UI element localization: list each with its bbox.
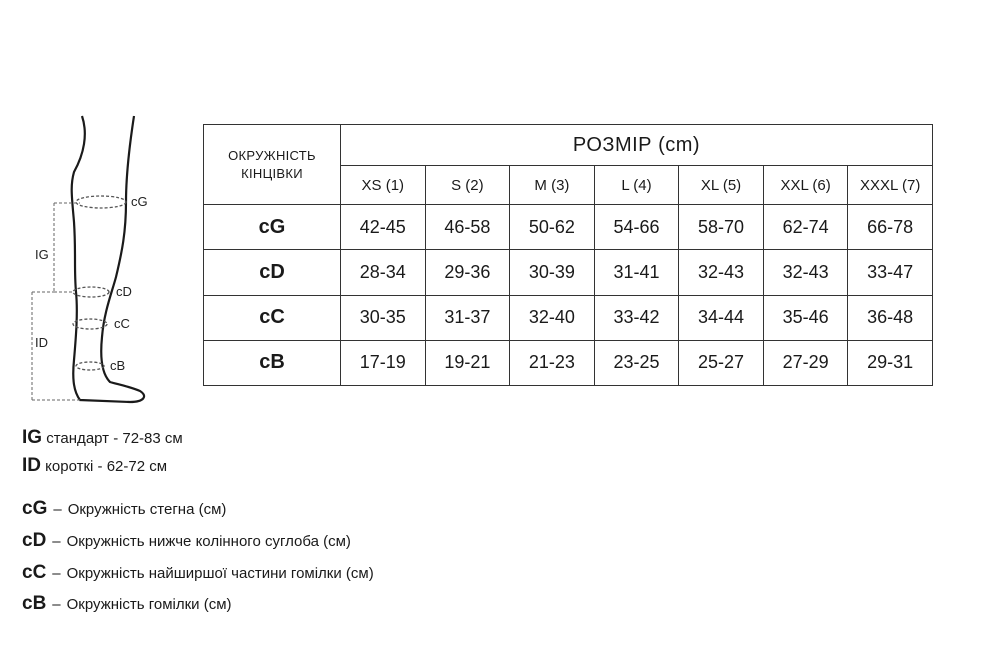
diagram-label-cg: cG [131, 194, 148, 209]
table-cell: 19-21 [425, 340, 510, 385]
table-cell: 29-36 [425, 250, 510, 295]
table-cell: 32-43 [763, 250, 848, 295]
cb-ellipse [76, 362, 104, 370]
limb-header [204, 125, 341, 205]
table-row [204, 205, 933, 250]
legend-item-cb [22, 593, 232, 615]
length-text: короткі - 62-72 см [45, 458, 168, 475]
cc-ellipse [73, 319, 107, 329]
table-cell: 36-48 [848, 295, 933, 340]
table-cell: 54-66 [594, 205, 679, 250]
legend-sep: – [52, 596, 61, 613]
legend-text: Окружність нижче колінного суглоба (см) [66, 533, 351, 550]
legend-item-cd [22, 530, 351, 552]
diagram-label-ig: IG [35, 247, 49, 262]
table-cell: 28-34 [341, 250, 426, 295]
table-cell: 32-43 [679, 250, 764, 295]
table-cell: 30-39 [510, 250, 595, 295]
cg-ellipse [76, 196, 126, 208]
column-header: L (4) [594, 166, 679, 205]
size-table [203, 124, 933, 386]
limb-header-line2: КІНЦІВКИ [241, 165, 303, 181]
table-cell: 35-46 [763, 295, 848, 340]
legend-item-cg [22, 498, 226, 520]
table-cell: 27-29 [763, 340, 848, 385]
table-cell: 31-37 [425, 295, 510, 340]
legend-sep: – [52, 565, 61, 582]
column-header: XXL (6) [763, 166, 848, 205]
legend-sep: – [53, 501, 62, 518]
length-note-id [22, 455, 167, 477]
leg-diagram [18, 112, 188, 412]
table-cell: 31-41 [594, 250, 679, 295]
row-label: cD [204, 250, 341, 295]
leg-outline-back [72, 116, 144, 402]
table-row [204, 295, 933, 340]
column-header: S (2) [425, 166, 510, 205]
column-header: M (3) [510, 166, 595, 205]
table-cell: 66-78 [848, 205, 933, 250]
legend-code: cD [22, 530, 47, 551]
table-cell: 33-47 [848, 250, 933, 295]
legend-sep: – [52, 533, 61, 550]
diagram-label-cd: cD [116, 284, 132, 299]
legend-code: cB [22, 593, 47, 614]
length-code: IG [22, 427, 43, 448]
column-header: XS (1) [341, 166, 426, 205]
column-header: XXXL (7) [848, 166, 933, 205]
table-cell: 21-23 [510, 340, 595, 385]
table-header-row [204, 125, 933, 166]
row-label: cG [204, 205, 341, 250]
table-cell: 29-31 [848, 340, 933, 385]
table-cell: 50-62 [510, 205, 595, 250]
column-header: XL (5) [679, 166, 764, 205]
legend-item-cc [22, 562, 374, 584]
table-cell: 17-19 [341, 340, 426, 385]
diagram-label-cb: cB [110, 358, 126, 373]
table-cell: 42-45 [341, 205, 426, 250]
diagram-label-id: ID [35, 335, 48, 350]
table-cell: 62-74 [763, 205, 848, 250]
legend-text: Окружність гомілки (см) [66, 596, 232, 613]
table-row [204, 250, 933, 295]
legend-text: Окружність стегна (см) [67, 501, 227, 518]
table-cell: 33-42 [594, 295, 679, 340]
length-code: ID [22, 455, 41, 476]
table-cell: 46-58 [425, 205, 510, 250]
legend-text: Окружність найширшої частини гомілки (см) [66, 565, 374, 582]
table-cell: 58-70 [679, 205, 764, 250]
length-text: стандарт - 72-83 см [46, 430, 183, 447]
table-cell: 30-35 [341, 295, 426, 340]
table-cell: 25-27 [679, 340, 764, 385]
row-label: cB [204, 340, 341, 385]
table-row [204, 340, 933, 385]
size-header: РОЗМІР (cm) [341, 125, 933, 166]
legend-code: cG [22, 498, 48, 519]
table-cell: 34-44 [679, 295, 764, 340]
legend-code: cC [22, 562, 47, 583]
table-cell: 32-40 [510, 295, 595, 340]
row-label: cC [204, 295, 341, 340]
table-cell: 23-25 [594, 340, 679, 385]
limb-header-line1: ОКРУЖНІСТЬ [228, 147, 316, 163]
length-note-ig [22, 427, 183, 449]
cd-ellipse [73, 287, 109, 297]
diagram-label-cc: cC [114, 316, 130, 331]
